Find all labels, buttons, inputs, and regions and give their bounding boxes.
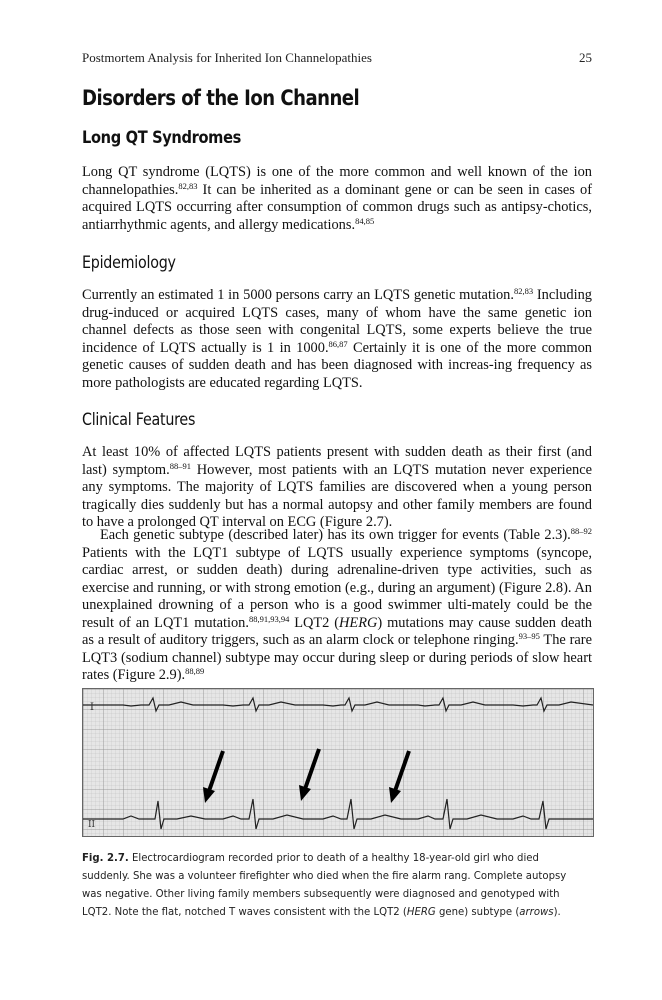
citation: 88–91: [169, 460, 191, 471]
clinical-paragraph-1: [82, 444, 592, 532]
ecg-figure: [82, 688, 594, 837]
gene-name: HERG: [339, 614, 378, 631]
text-run: gene) subtype (: [435, 905, 520, 918]
page-number: 25: [579, 50, 592, 65]
text-run: However, most patients with an LQTS mutation never experience any symptoms. The majority of LQTS families are discovered when a young person tragically dies suddenly but has a normal autopsy and other family members are found to have a prolonged QT interval on ECG (Figure 2.7).: [82, 461, 592, 530]
citation: 82,83: [178, 180, 198, 191]
running-head: [82, 50, 592, 66]
text-run: ).: [553, 905, 561, 918]
ecg-image: [83, 689, 593, 836]
citation: 88,89: [185, 666, 205, 676]
text-run: It can be inherited as a dominant gene or can be seen in cases of acquired LQTS occurring after consumption of common drugs such as antipsy-chotics, antiarrhythmic agents, and allergy medications.: [82, 181, 592, 233]
lead-label-bottom: II: [88, 820, 96, 830]
citation: 86,87: [328, 338, 348, 349]
text-run: The rare LQT3 (sodium channel) subtype may occur during sleep or during periods of slow heart rates (Figure 2.9).: [82, 632, 592, 683]
citation: 88,91,93,94: [248, 613, 290, 624]
citation: 93–95: [518, 631, 540, 641]
citation: 82,83: [513, 286, 534, 296]
text-run: Including drug-induced or acquired LQTS cases, many of whom have the same genetic ion channel defects as those seen with congenital LQTS, some experts believe the true incidence of LQTS actually is 1 in 1000.: [82, 287, 592, 356]
intro-paragraph: [82, 164, 592, 234]
citation: 84,85: [355, 215, 375, 226]
heading-epidemiology: Epidemiology: [82, 253, 176, 273]
clinical-paragraph-2: [82, 527, 592, 685]
text-run: Each genetic subtype (described later) has its own trigger for events (Table 2.3).: [100, 527, 571, 543]
text-run: Currently an estimated 1 in 5000 persons carry an LQTS genetic mutation.: [82, 287, 514, 303]
heading-clinical-features: Clinical Features: [82, 410, 196, 430]
section-title: Disorders of the Ion Channel: [82, 86, 360, 110]
text-run: ) mutations may cause sudden death as a result of auditory triggers, such as an alarm clock or telephone ringing.: [82, 614, 592, 648]
figure-caption: [82, 849, 581, 921]
text-run: Long QT syndrome (LQTS) is one of the more common and well known of the ion channelopathies.: [82, 164, 592, 198]
text-run: LQT2 (: [289, 614, 340, 631]
text-run: Electrocardiogram recorded prior to death of a healthy 18-year-old girl who died suddenly. She was a volunteer firefighter who died when the fire alarm rang. Complete autopsy was negative. Other living family members subsequently were diagnosed and genotyped with LQT2. Note the flat, notched T waves consistent with the LQT2 (: [82, 851, 567, 918]
running-head-title: Postmortem Analysis for Inherited Ion Channelopathies: [82, 50, 372, 65]
text-run: At least 10% of affected LQTS patients present with sudden death as their first (and last) symptom.: [82, 444, 592, 478]
subsection-title: Long QT Syndromes: [82, 128, 242, 148]
citation: 88–92: [570, 526, 592, 536]
epidemiology-paragraph: [82, 287, 592, 392]
text-run: Patients with the LQT1 subtype of LQTS usually experience symptoms (syncope, cardiac arrest, or sudden death) during adrenaline-driven type activities, such as exercise and running, or with strong emotion (e.g., during an argument) (Figure 2.8). An unexplained drowning of a person who is a good swimmer ulti-mately could be the result of an LQT1 mutation.: [82, 544, 592, 631]
text-run: Certainly it is one of the more common genetic causes of sudden death and has been diagnosed with increas-ing frequency as more pathologists are educated regarding LQTS.: [82, 339, 592, 391]
lead-label-top: I: [90, 702, 94, 713]
arrows-label: arrows: [519, 905, 554, 918]
gene-name: HERG: [406, 905, 436, 918]
figure-label: Fig. 2.7.: [82, 851, 129, 864]
